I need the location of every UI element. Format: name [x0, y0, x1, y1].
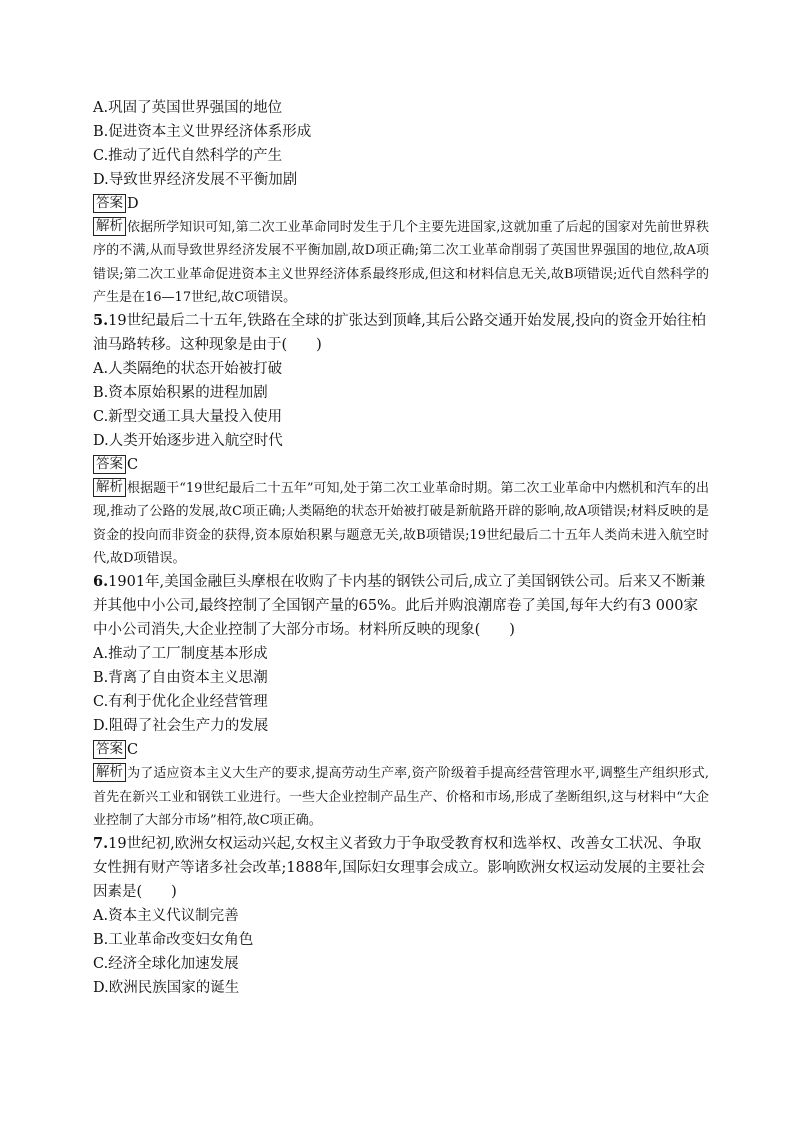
- option-a: A.人类隔绝的状态开始被打破: [93, 361, 283, 378]
- analysis-row: [93, 216, 709, 309]
- answer-tag: 答案: [93, 194, 126, 213]
- answer-tag: 答案: [93, 740, 126, 759]
- question-6: [93, 570, 709, 832]
- option-b: B.促进资本主义世界经济体系形成: [93, 124, 312, 140]
- answer-row: [93, 193, 709, 215]
- question-7: [93, 832, 709, 1000]
- analysis-tag: 解析: [93, 763, 126, 782]
- option-c: C.推动了近代自然科学的产生: [93, 148, 283, 164]
- question-number: 7.: [93, 835, 109, 853]
- answer-value: C: [127, 742, 139, 759]
- answer-value: D: [127, 196, 139, 212]
- option-a: A.资本主义代议制完善: [93, 908, 239, 925]
- analysis-text: 依据所学知识可知,第二次工业革命同时发生于几个主要先进国家,这就加重了后起的国家对先前世界秩序的不满,从而导致世界经济发展不平衡加剧,故D项正确;第二次工业革命削弱了英国世界强国的地位,故A项错误;第二次工业革命促进资本主义世界经济体系最终形成,但这和材料信息无关,故B项错误;近代自然科学的产生是在16—17世纪,故C项错误。: [93, 220, 709, 305]
- option-b: B.资本原始积累的进程加剧: [93, 385, 268, 402]
- analysis-tag: 解析: [93, 478, 126, 497]
- option-a: A.推动了工厂制度基本形成: [93, 646, 268, 663]
- option-d: D.人类开始逐步进入航空时代: [93, 433, 283, 450]
- option-d: D.欧洲民族国家的诞生: [93, 980, 240, 997]
- option-d: D.阻碍了社会生产力的发展: [93, 718, 269, 735]
- analysis-row: [93, 477, 709, 570]
- answer-tag: 答案: [93, 455, 126, 474]
- analysis-text: 为了适应资本主义大生产的要求,提高劳动生产率,资产阶级着手提高经营管理水平,调整生产组织形式,首先在新兴工业和钢铁工业进行。一些大企业控制产品生产、价格和市场,形成了垄断组织,这与材料中“大企业控制了大部分市场”相符,故C项正确。: [93, 766, 709, 828]
- analysis-tag: 解析: [93, 217, 126, 236]
- exam-page: [93, 96, 709, 1000]
- option-c: C.新型交通工具大量投入使用: [93, 409, 283, 426]
- option-c: C.有利于优化企业经营管理: [93, 694, 268, 711]
- question-text: 1901年,美国金融巨头摩根在收购了卡内基的钢铁公司后,成立了美国钢铁公司。后来又不断兼并其他中小公司,最终控制了全国钢产量的65%。此后并购浪潮席卷了美国,每年大约有3 000家中小公司消失,大企业控制了大部分市场。材料所反映的现象( ): [93, 574, 706, 639]
- question-stem: [93, 832, 709, 904]
- question-text: 19世纪最后二十五年,铁路在全球的扩张达到顶峰,其后公路交通开始发展,投向的资金开始往柏油马路转移。这种现象是由于( ): [93, 313, 706, 354]
- analysis-text: 根据题干“19世纪最后二十五年”可知,处于第二次工业革命时期。第二次工业革命中内燃机和汽车的出现,推动了公路的发展,故C项正确;人类隔绝的状态开始被打破是新航路开辟的影响,故A项错误;材料反映的是资金的投向而非资金的获得,资本原始积累与题意无关,故B项错误;19世纪最后二十五年人类尚未进入航空时代,故D项错误。: [93, 481, 709, 567]
- option-a: A.巩固了英国世界强国的地位: [93, 100, 283, 116]
- question-number: 5.: [93, 312, 109, 330]
- question-stem: [93, 570, 709, 642]
- answer-value: C: [127, 457, 139, 474]
- answer-row: [93, 454, 709, 476]
- question-4: [93, 96, 709, 309]
- question-5: [93, 309, 709, 570]
- answer-row: [93, 739, 709, 761]
- question-stem: [93, 309, 709, 357]
- option-d: D.导致世界经济发展不平衡加剧: [93, 172, 298, 188]
- question-text: 19世纪初,欧洲女权运动兴起,女权主义者致力于争取受教育权和选举权、改善女工状况、争取女性拥有财产等诸多社会改革;1888年,国际妇女理事会成立。影响欧洲女权运动发展的主要社会因素是( ): [93, 836, 705, 901]
- option-b: B.工业革命改变妇女角色: [93, 932, 254, 949]
- analysis-row: [93, 762, 709, 832]
- option-b: B.背离了自由资本主义思潮: [93, 670, 268, 687]
- option-c: C.经济全球化加速发展: [93, 956, 239, 973]
- question-number: 6.: [93, 573, 109, 591]
